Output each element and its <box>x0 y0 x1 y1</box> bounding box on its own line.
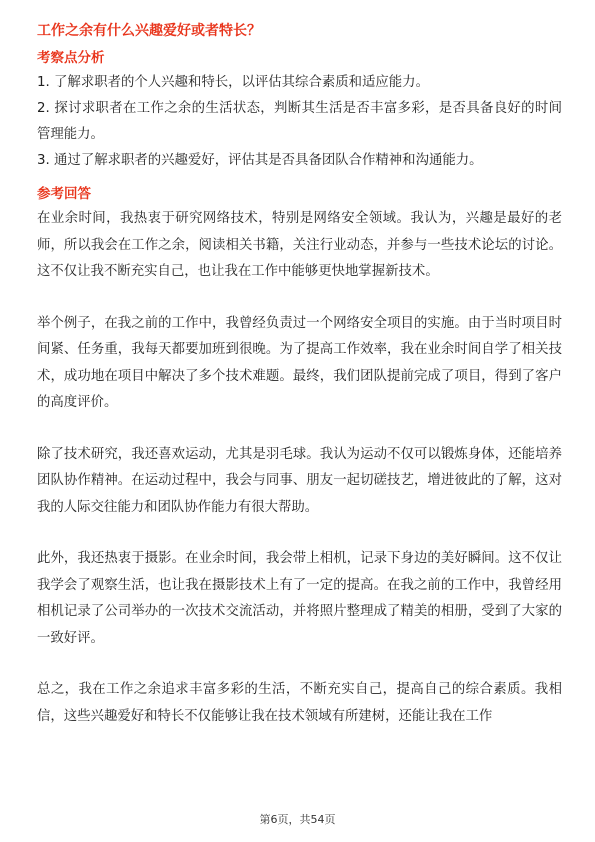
page-number: 第6页，共54页 <box>259 813 336 826</box>
answer-paragraph-5: 总之，我在工作之余追求丰富多彩的生活，不断充实自己，提高自己的综合素质。我相信，这些兴趣爱好和特长不仅能够让我在技术领域有所建树，还能让我在工作 <box>37 682 562 724</box>
analysis-point-1: 1. 了解求职者的个人兴趣和特长，以评估其综合素质和适应能力。 <box>37 75 429 90</box>
analysis-point-2: 2. 探讨求职者在工作之余的生活状态，判断其生活是否丰富多彩，是否具备良好的时间管理能力。 <box>37 101 562 142</box>
answer-heading: 参考回答 <box>37 186 91 202</box>
answer-paragraph-2: 举个例子，在我之前的工作中，我曾经负责过一个网络安全项目的实施。由于当时项目时间紧、任务重，我每天都要加班到很晚。为了提高工作效率，我在业余时间自学了相关技术，成功地在项目中解决了多个技术难题。最终，我们团队提前完成了项目，得到了客户的高度评价。 <box>37 315 562 410</box>
answer-paragraph-1: 在业余时间，我热衷于研究网络技术，特别是网络安全领域。我认为，兴趣是最好的老师，所以我会在工作之余，阅读相关书籍，关注行业动态，并参与一些技术论坛的讨论。这不仅让我不断充实自己，也让我在工作中能够更快地掌握新技术。 <box>37 211 562 279</box>
question-heading: 工作之余有什么兴趣爱好或者特长？ <box>37 23 261 39</box>
document-page <box>37 20 562 755</box>
answer-paragraph-3: 除了技术研究，我还喜欢运动，尤其是羽毛球。我认为运动不仅可以锻炼身体，还能培养团队协作精神。在运动过程中，我会与同事、朋友一起切磋技艺，增进彼此的了解，这对我的人际交往能力和团队协作能力有很大帮助。 <box>37 446 562 515</box>
analysis-point-3: 3. 通过了解求职者的兴趣爱好，评估其是否具备团队合作精神和沟通能力。 <box>37 153 483 168</box>
answer-paragraph-4: 此外，我还热衷于摄影。在业余时间，我会带上相机，记录下身边的美好瞬间。这不仅让我学会了观察生活，也让我在摄影技术上有了一定的提高。在我之前的工作中，我曾经用相机记录了公司举办的一次技术交流活动，并将照片整理成了精美的相册，受到了大家的一致好评。 <box>37 551 562 646</box>
analysis-heading: 考察点分析 <box>37 50 105 66</box>
